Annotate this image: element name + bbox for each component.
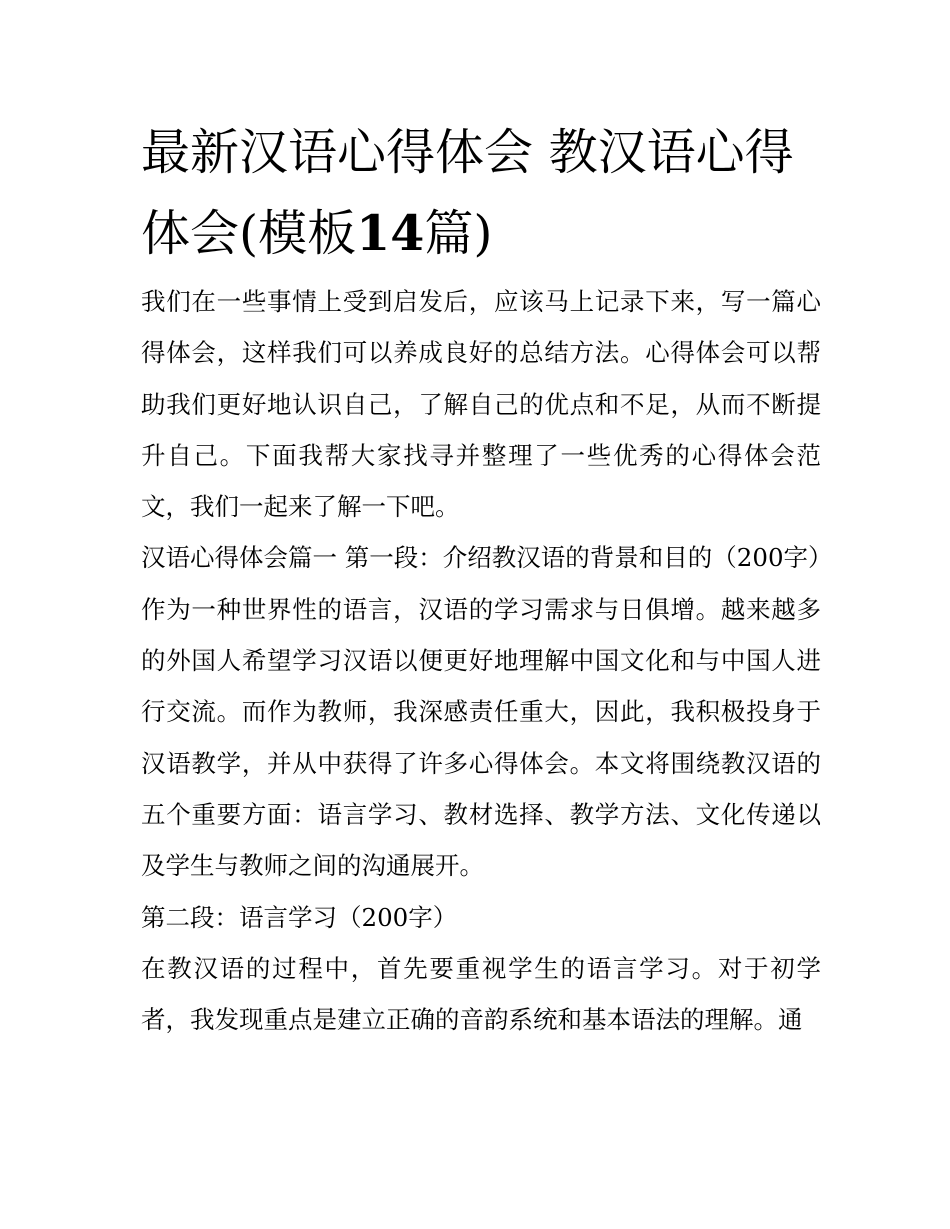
title-number: 14: [356, 204, 425, 262]
paragraph-2: 在教汉语的过程中，首先要重视学生的语言学习。对于初学者，我发现重点是建立正确的音韵系统和基本语法的理解。通: [141, 953, 821, 1035]
document-body: [141, 276, 833, 1045]
document-title: [141, 112, 821, 274]
title-text: 最新汉语心得体会 教汉语心得体会(模板: [141, 124, 794, 262]
intro-paragraph: 我们在一些事情上受到启发后，应该马上记录下来，写一篇心得体会，这样我们可以养成良好的总结方法。心得体会可以帮助我们更好地认识自己，了解自己的优点和不足，从而不断提升自己。下面我帮大家找寻并整理了一些优秀的心得体会范文，我们一起来了解一下吧。: [141, 287, 821, 522]
section-heading-1: 汉语心得体会篇一 第一段：介绍教汉语的背景和目的（200字）: [141, 543, 833, 573]
paragraph-1: 作为一种世界性的语言，汉语的学习需求与日俱增。越来越多的外国人希望学习汉语以便更好地理解中国文化和与中国人进行交流。而作为教师，我深感责任重大，因此，我积极投身于汉语教学，并从中获得了许多心得体会。本文将围绕教汉语的五个重要方面：语言学习、教材选择、教学方法、文化传递以及学生与教师之间的沟通展开。: [141, 594, 821, 881]
title-suffix: 篇): [424, 205, 493, 262]
section-heading-2: 第二段：语言学习（200字）: [141, 902, 458, 932]
